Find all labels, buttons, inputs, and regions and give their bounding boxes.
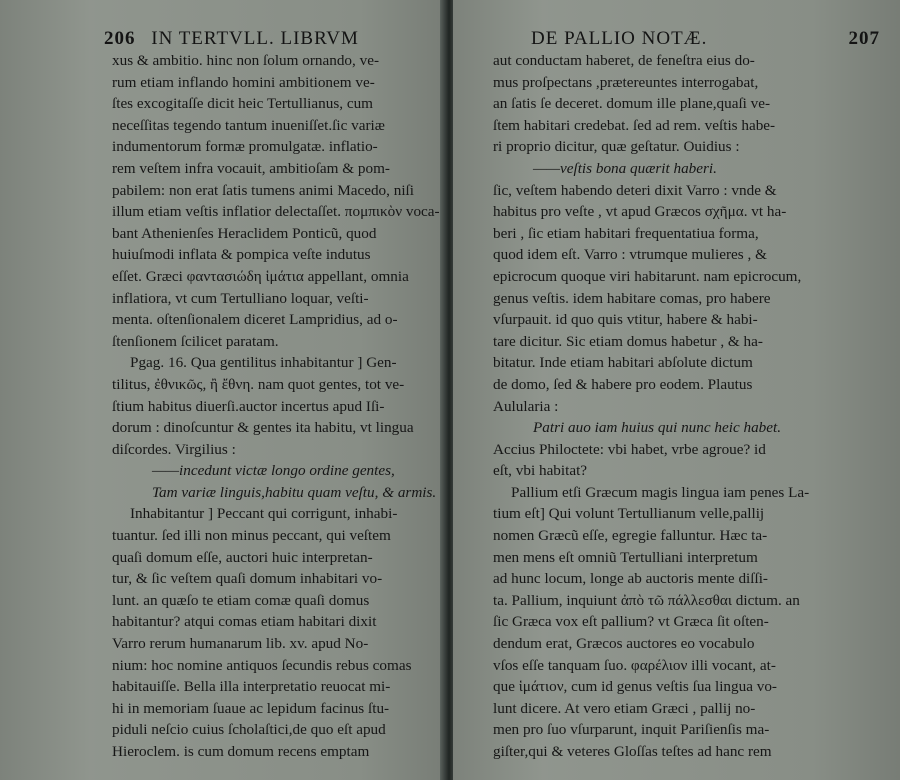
text-line: Hieroclem. is cum domum recens emptam [112,743,370,760]
text-line: Pallium etſi Græcum magis lingua iam penes La- [511,483,810,501]
text-line: ſtenſionem ſcilicet paratam. [112,332,279,350]
text-line: habitauiſſe. Bella illa interpretatio reuocat mi- [112,678,391,696]
text-line: aut conductam haberet, de feneſtra eius do- [493,52,755,69]
text-line: diſcordes. Virgilius : [112,440,236,458]
text-line: illum etiam veſtis inflatior delectaſſet. πομπικὸν voca- [112,203,440,221]
text-line: quod idem eſt. Varro : vtrumque mulieres , & [493,246,767,264]
text-line: de domo, ſed & habere pro eodem. Plautus [493,375,753,393]
text-line: xus & ambitio. hinc non ſolum ornando, ve- [112,52,380,69]
text-line: beri , ſic etiam habitari frequentatiua forma, [493,224,759,242]
right-page-number: 207 [848,28,880,49]
text-line: Aulularia : [493,397,559,415]
text-line: ta. Pallium, inquiunt ἀπὸ τῶ πάλλεσθαι dictum. an [493,591,800,609]
text-line: Inhabitantur ] Peccant qui corrigunt, inhabi- [130,505,398,523]
text-line: rem veſtem infra vocauit, ambitioſam & pom- [112,159,390,177]
verse-line: Patri auo iam huius qui nunc heic habet. [533,419,782,437]
text-line: piduli neſcio cuius ſcholaſtici,de quo eſt apud [112,721,386,739]
text-line: quaſi domum eſſe, auctori huic interpretan- [112,548,373,566]
text-line: eſſet. Græci φαντασιώδη ἱμάτια appellant, omnia [112,267,409,285]
text-line: Accius Philoctete: vbi habet, vrbe agroue? id [493,440,766,458]
left-page-number: 206 [104,28,136,49]
text-line: habitantur? atqui comas etiam habitari dixit [112,613,377,631]
left-page-text [112,50,440,763]
left-running-title: IN TERTVLL. LIBRVM [151,28,359,49]
text-line: an ſatis ſe deceret. domum ille plane,quaſi ve- [493,95,771,113]
text-line: huiuſmodi inflata & pompica veſte indutus [112,246,371,264]
text-line: bitatur. Inde etiam habitari abſolute dictum [493,354,753,372]
text-line: tilitus, ἐθνικῶς, ἢ ἔθνη. nam quot gentes, tot ve- [112,375,405,393]
text-line: vſos eſſe tanquam ſuo. φαρέλιον illi vocant, at- [493,656,776,674]
text-line: men pro ſuo vſurparunt, inquit Pariſienſis ma- [493,721,770,739]
text-line: epicrocum quoque viri habitarunt. nam epicrocum, [493,267,802,285]
verse-line: ——incedunt victæ longo ordine gentes, [152,462,395,480]
right-page-text [493,50,809,763]
right-page [453,0,900,780]
text-line: ſtium habitus diuerſi.auctor incertus apud Iſi- [112,397,385,415]
text-line: hi in memoriam ſuaue ac lepidum facinus ſtu- [112,699,390,717]
text-line: ſtem habitari credebat. ſed ad rem. veſtis habe- [493,116,776,134]
right-running-title: DE PALLIO NOTÆ. [531,28,708,49]
text-line: menta. oſtenſionalem diceret Lampridius, ad o- [112,311,398,329]
text-line: Pgag. 16. Qua gentilitus inhabitantur ] Gen- [130,354,397,372]
text-line: pabilem: non erat ſatis tumens animi Macedo, niſi [112,181,414,199]
text-line: tuantur. ſed illi non minus peccant, qui veſtem [112,527,391,545]
text-line: ri proprio dicitur, quæ geſtatur. Ouidius : [493,138,740,156]
text-line: habitus pro veſte , vt apud Græcos σχῆμα. vt ha- [493,203,787,221]
text-line: vſurpauit. id quo quis vtitur, habere & habi- [493,311,758,329]
text-line: indumentorum formæ promulgatæ. inflatio- [112,138,378,156]
text-line: mus proſpectans ,prætereuntes interrogabat, [493,73,759,91]
text-line: tium eſt] Qui volunt Tertullianum velle,pallij [493,505,765,523]
text-line: ſic, veſtem habendo deteri dixit Varro : vnde & [493,181,777,199]
text-line: inflatiora, vt cum Tertulliano loquar, veſti- [112,289,369,307]
text-line: genus veſtis. idem habitare comas, pro habere [493,289,771,307]
left-running-head [104,28,359,50]
text-line: lunt. an quæſo te etiam comæ quaſi domus [112,591,370,609]
text-line: Varro rerum humanarum lib. xv. apud No- [112,635,369,653]
text-line: lunt dicere. At vero etiam Græci , pallij no- [493,699,756,717]
text-line: ad hunc locum, longe ab auctoris mente diſſi- [493,570,768,588]
text-line: ſtes excogitaſſe dicit heic Tertullianus, cum [112,95,373,113]
text-line: bant Athenienſes Heraclidem Ponticũ, quod [112,224,377,242]
text-line: dendum erat, Græcos auctores eo vocabulo [493,635,755,653]
text-line: eſt, vbi habitat? [493,462,588,480]
text-line: giſter,qui & veteres Gloſſas teſtes ad hanc rem [493,743,772,760]
text-line: que ἱμάτιον, cum id genus veſtis ſua lingua vo- [493,678,777,696]
text-line: neceſſitas tegendo tantum inueniſſet.ſic variæ [112,116,385,134]
text-line: tare dicitur. Sic etiam domus habetur , & ha- [493,332,763,350]
text-line: dorum : dinoſcuntur & gentes ita habitu, vt lingua [112,419,414,437]
text-line: rum etiam inflando homini ambitionem ve- [112,73,375,91]
text-line: nium: hoc nomine antiquos ſecundis rebus comas [112,656,412,674]
text-line: ſic Græca vox eſt pallium? vt Græca ſit oſten- [493,613,769,631]
verse-line: Tam variæ linguis,habitu quam veſtu, & armis. [152,483,437,501]
text-line: men mens eſt omniũ Tertulliani interpretum [493,548,758,566]
text-line: nomen Græcũ eſſe, egregie falluntur. Hæc ta- [493,527,768,545]
verse-line: ——veſtis bona quærit haberi. [533,159,717,177]
left-page [0,0,447,780]
text-line: tur, & ſic veſtem quaſi domum inhabitari vo- [112,570,383,588]
